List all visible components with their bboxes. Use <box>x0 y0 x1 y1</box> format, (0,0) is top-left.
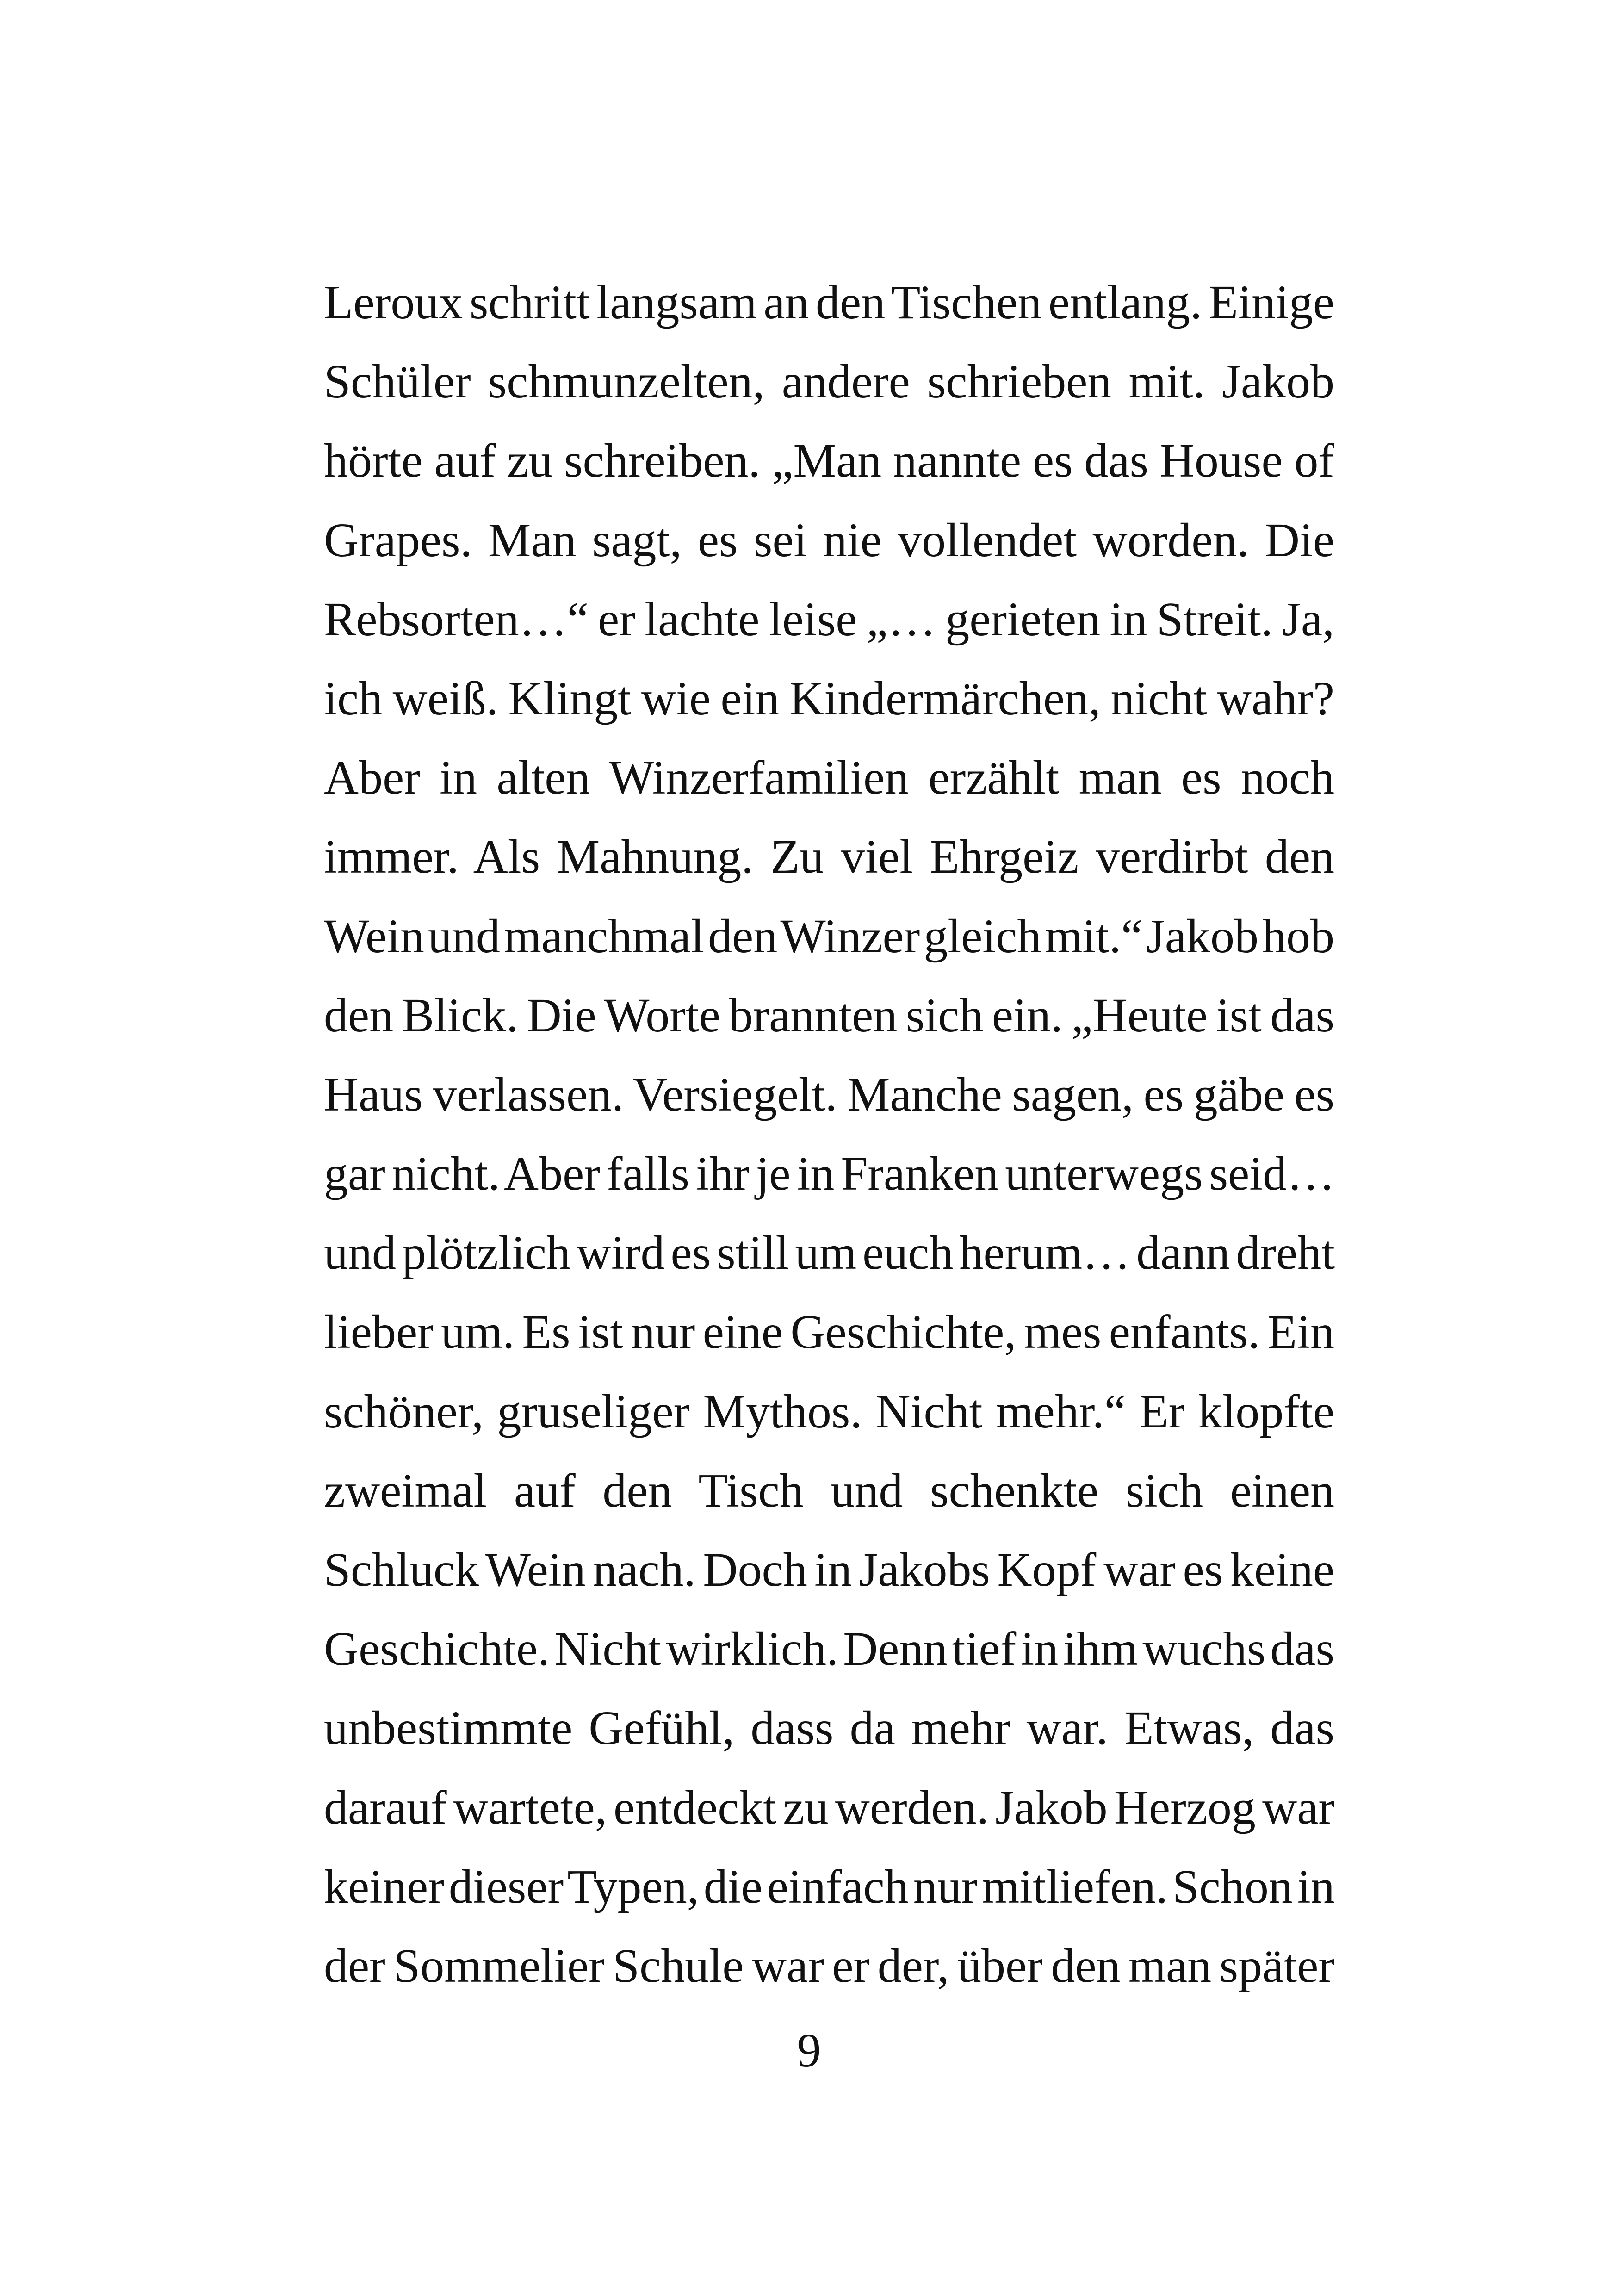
text-line: gar nicht. Aber falls ihr je in Franken unterwegs seid… <box>324 1147 1335 1201</box>
text-line: und plötzlich wird es still um euch herum… dann dreht <box>324 1226 1335 1280</box>
text-line: schöner, gruseliger Mythos. Nicht mehr.“ Er klopfte <box>324 1384 1334 1438</box>
text-line: ich weiß. Klingt wie ein Kindermärchen, nicht wahr? <box>324 671 1334 725</box>
text-line: Schluck Wein nach. Doch in Jakobs Kopf war es keine <box>324 1543 1334 1596</box>
text-line: darauf wartete, entdeckt zu werden. Jakob Herzog war <box>324 1781 1334 1834</box>
text-line: lieber um. Es ist nur eine Geschichte, mes enfants. Ein <box>324 1305 1334 1359</box>
text-line: Leroux schritt langsam an den Tischen entlang. Einige <box>324 276 1334 329</box>
body-text <box>324 263 1334 2005</box>
text-line: Schüler schmunzelten, andere schrieben mit. Jakob <box>324 355 1334 409</box>
text-line: den Blick. Die Worte brannten sich ein. „Heute ist das <box>324 988 1334 1042</box>
page-number: 9 <box>797 2024 821 2077</box>
text-line: keiner dieser Typen, die einfach nur mitliefen. Schon in <box>324 1860 1335 1913</box>
text-line: immer. Als Mahnung. Zu viel Ehrgeiz verdirbt den <box>324 830 1334 884</box>
text-line: Wein und manchmal den Winzer gleich mit.“ Jakob hob <box>324 909 1334 963</box>
text-line: Haus verlassen. Versiegelt. Manche sagen, es gäbe es <box>324 1067 1334 1121</box>
text-line: zweimal auf den Tisch und schenkte sich einen <box>324 1464 1334 1517</box>
text-line: Aber in alten Winzerfamilien erzählt man es noch <box>324 751 1334 805</box>
text-line: Grapes. Man sagt, es sei nie vollendet worden. Die <box>324 513 1334 567</box>
text-line: hörte auf zu schreiben. „Man nannte es das House of <box>324 434 1334 488</box>
text-line: unbestimmte Gefühl, dass da mehr war. Etwas, das <box>324 1701 1334 1755</box>
text-line: der Sommelier Schule war er der, über den man später <box>324 1939 1334 1992</box>
text-line: Rebsorten…“ er lachte leise „… gerieten in Streit. Ja, <box>324 592 1334 646</box>
text-line: Geschichte. Nicht wirklich. Denn tief in ihm wuchs das <box>324 1622 1334 1676</box>
